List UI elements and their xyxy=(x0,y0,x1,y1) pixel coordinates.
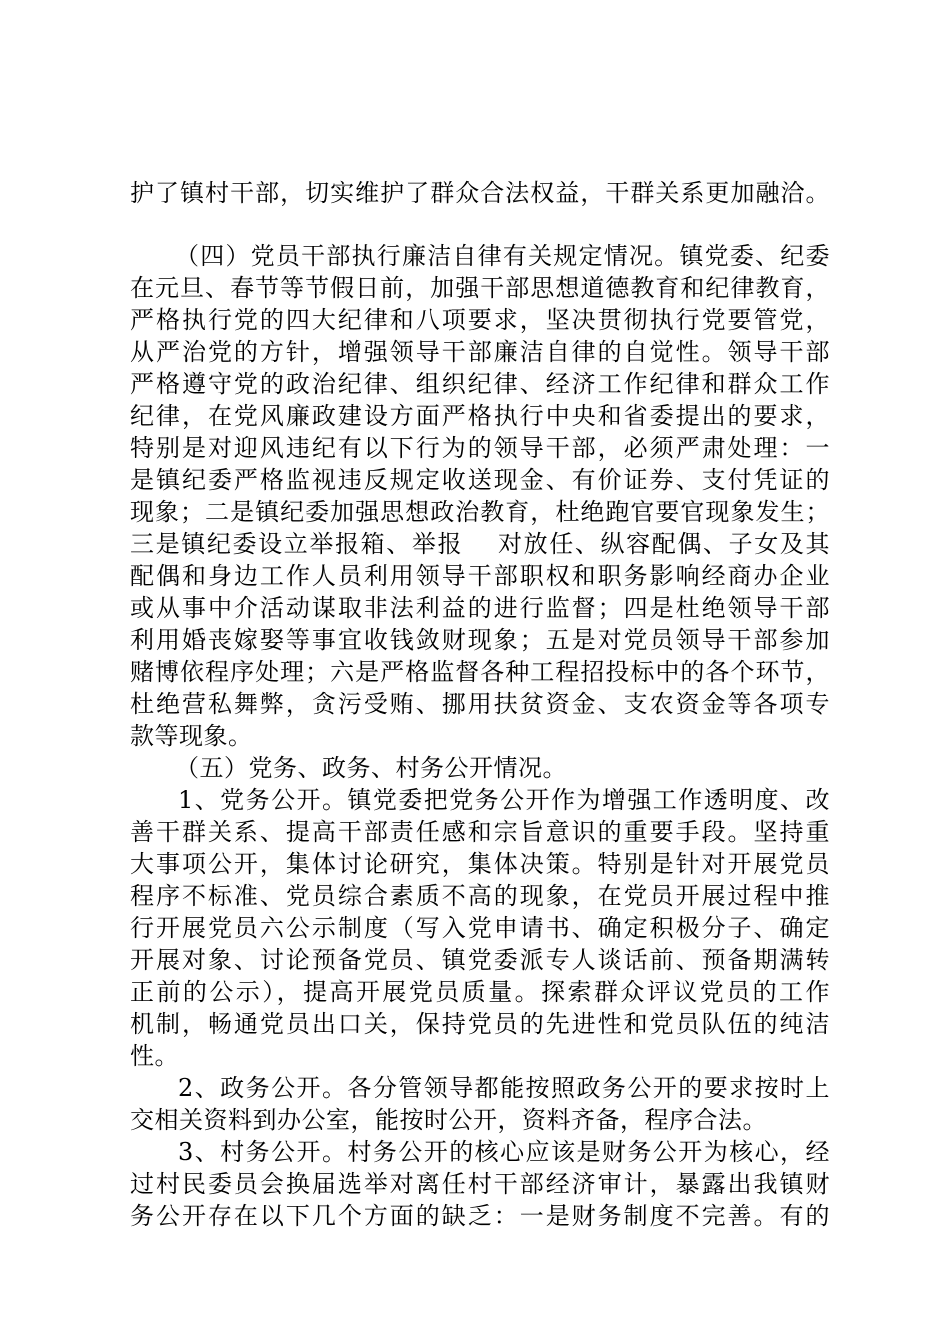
text-line: 2、政务公开。各分管领导都能按照政务公开的要求按时上 xyxy=(178,1074,830,1102)
text-line: 杜绝营私舞弊，贪污受贿、挪用扶贫资金、支农资金等各项专 xyxy=(130,690,830,718)
text-line: 善干群关系、提高干部责任感和宗旨意识的重要手段。坚持重 xyxy=(130,818,830,846)
text-line: 特别是对迎风违纪有以下行为的领导干部，必须严肃处理：一 xyxy=(130,434,830,462)
text-line: 赌博依程序处理；六是严格监督各种工程招投标中的各个环节， xyxy=(130,658,830,686)
text-line: 开展对象、讨论预备党员、镇党委派专人谈话前、预备期满转 xyxy=(130,946,830,974)
text-line: 严格遵守党的政治纪律、组织纪律、经济工作纪律和群众工作 xyxy=(130,370,830,398)
text-line: 程序不标准、党员综合素质不高的现象，在党员开展过程中推 xyxy=(130,882,830,910)
text-line: 严格执行党的四大纪律和八项要求，坚决贯彻执行党要管党， xyxy=(130,306,830,334)
text-line: 大事项公开，集体讨论研究，集体决策。特别是针对开展党员 xyxy=(130,850,830,878)
text-line: 1、党务公开。镇党委把党务公开作为增强工作透明度、改 xyxy=(178,786,830,814)
text-line: 性。 xyxy=(130,1042,179,1070)
text-line: 纪律，在党风廉政建设方面严格执行中央和省委提出的要求， xyxy=(130,402,830,430)
text-line: 在元旦、春节等节假日前，加强干部思想道德教育和纪律教育， xyxy=(130,274,830,302)
text-line: 行开展党员六公示制度（写入党申请书、确定积极分子、确定 xyxy=(130,914,830,942)
text-line: 配偶和身边工作人员利用领导干部职权和职务影响经商办企业 xyxy=(130,562,830,590)
text-line: 是镇纪委严格监视违反规定收送现金、有价证券、支付凭证的 xyxy=(130,466,830,494)
text-line: 过村民委员会换届选举对离任村干部经济审计，暴露出我镇财 xyxy=(130,1170,830,1198)
text-line: 正前的公示），提高开展党员质量。探索群众评议党员的工作 xyxy=(130,978,830,1006)
text-line: 利用婚丧嫁娶等事宜收钱敛财现象；五是对党员领导干部参加 xyxy=(130,626,830,654)
text-line: 三是镇纪委设立举报箱、举报 对放任、纵容配偶、子女及其 xyxy=(130,530,830,558)
text-line: 务公开存在以下几个方面的缺乏：一是财务制度不完善。有的 xyxy=(130,1202,830,1230)
section-heading: （五）党务、政务、村务公开情况。 xyxy=(175,754,567,782)
text-line: 款等现象。 xyxy=(130,722,253,750)
text-line: 交相关资料到办公室，能按时公开，资料齐备，程序合法。 xyxy=(130,1106,767,1134)
text-line: （四）党员干部执行廉洁自律有关规定情况。镇党委、纪委 xyxy=(175,242,830,270)
text-line: 从严治党的方针，增强领导干部廉洁自律的自觉性。领导干部 xyxy=(130,338,830,366)
text-line: 现象；二是镇纪委加强思想政治教育，杜绝跑官要官现象发生； xyxy=(130,498,830,526)
text-line: 或从事中介活动谋取非法利益的进行监督；四是杜绝领导干部 xyxy=(130,594,830,622)
text-line: 机制，畅通党员出口关，保持党员的先进性和党员队伍的纯洁 xyxy=(130,1010,830,1038)
text-line: 3、村务公开。村务公开的核心应该是财务公开为核心，经 xyxy=(178,1138,830,1166)
text-line: 护了镇村干部，切实维护了群众合法权益，干群关系更加融洽。 xyxy=(130,179,830,207)
